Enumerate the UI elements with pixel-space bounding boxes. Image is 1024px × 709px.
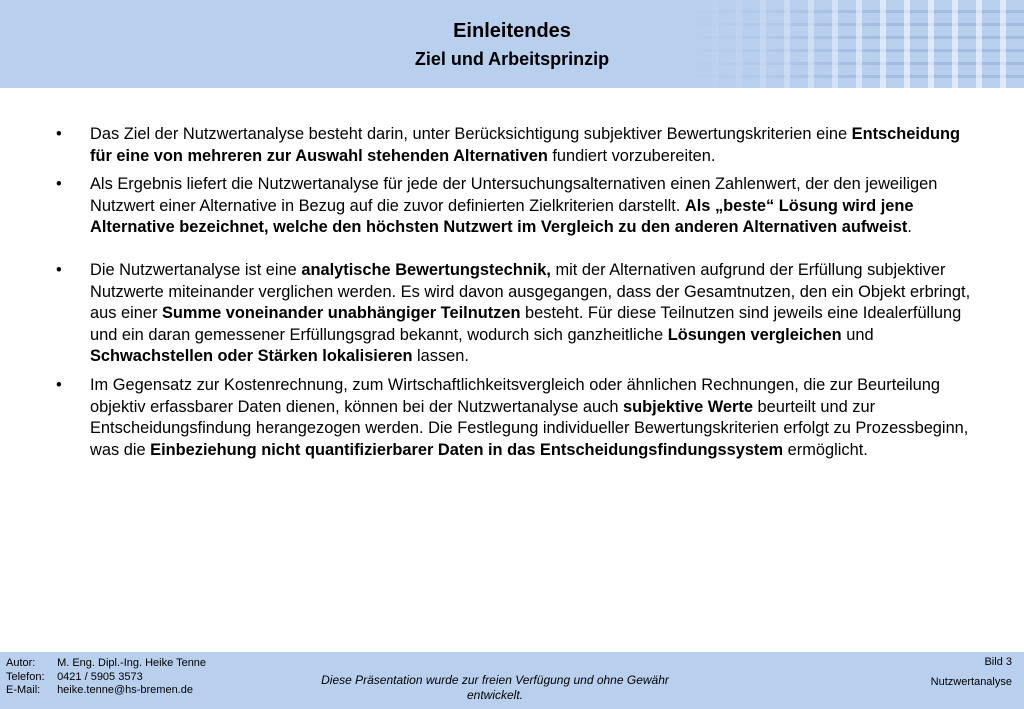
bullet-text-segment: fundiert vorzubereiten. (547, 146, 716, 165)
bullet-icon: • (56, 175, 62, 194)
bullet-text-segment: besteht. Für diese Teilnutzen sind jeweils eine Idealerfüllung und ein daran gemessener Erfüllungsgrad bekannt, wodurch sich ganzheitliche (90, 304, 962, 344)
bullet-item (54, 260, 974, 368)
author-info (6, 657, 206, 698)
bullet-text-segment: mit der Alternativen aufgrund der Erfüllung subjektiver Nutzwerte miteinander verglichen werden. Es wird davon ausgegangen, dass der Gesamtnutzen, den ein Objekt erbringt, aus einer (90, 260, 971, 323)
bullet-text (90, 124, 974, 167)
bullet-item (54, 174, 974, 239)
bullet-text (90, 375, 974, 461)
bullet-text-segment: Als Ergebnis liefert die Nutzwertanalyse für jede der Untersuchungsalternativen einen Zahlenwert, der den jeweiligen Nutzwert einer Alternative in Bezug auf die zuvor definierten Zielkriterien darstellt. (90, 175, 938, 215)
phone-value: 0421 / 5905 3573 (57, 670, 143, 683)
slide-number: Bild 3 (984, 656, 1012, 668)
bullet-text-segment: und (841, 325, 874, 344)
disclaimer (295, 673, 695, 703)
author-value: M. Eng. Dipl.-Ing. Heike Tenne (57, 657, 207, 669)
bullet-bold-segment: Entscheidung für eine von mehreren zur Auswahl stehenden Alternativen (90, 125, 961, 165)
bullet-item (54, 375, 974, 461)
slide-footer (0, 652, 1024, 709)
header-grid-decoration (694, 0, 1024, 88)
slide-body (54, 124, 974, 461)
bullet-bold-segment: analytische Bewertungstechnik, (301, 260, 551, 279)
bullet-bold-segment: Als „beste“ Lösung wird jene Alternative bezeichnet, welche den höchsten Nutzwert im Vergleich zu den anderen Alternativen aufweist (90, 196, 914, 237)
bullet-text-segment: Im Gegensatz zur Kostenrechnung, zum Wirtschaftlichkeitsvergleich oder ähnlichen Rechnungen, die zur Beurteilung objektiv erfassbarer Daten dienen, können bei der Nutzwertanalyse auch (90, 375, 941, 416)
bullet-bold-segment: subjektive Werte (623, 397, 753, 416)
bullet-text-segment: ermöglicht. (783, 440, 868, 459)
bullet-text-segment: Die Nutzwertanalyse ist eine (90, 260, 302, 279)
bullet-item (54, 124, 974, 167)
bullet-bold-segment: Summe voneinander unabhängiger Teilnutzen (161, 304, 521, 323)
bullet-bold-segment: Lösungen vergleichen (667, 325, 842, 344)
bullet-bold-segment: Einbeziehung nicht quantifizierbarer Daten in das Entscheidungsfindungssystem (150, 440, 784, 459)
phone-label: Telefon: (6, 670, 45, 683)
email-label: E-Mail: (6, 684, 41, 696)
bullet-text-segment: Das Ziel der Nutzwertanalyse besteht darin, unter Berücksichtigung subjektiver Bewertungskriterien eine (90, 125, 852, 143)
bullet-text-segment: . (907, 218, 912, 237)
bullet-bold-segment: Schwachstellen oder Stärken lokalisieren (90, 347, 413, 366)
slide-title: Einleitendes (453, 20, 571, 42)
bullet-icon: • (56, 125, 62, 143)
email-value: heike.tenne@hs-bremen.de (57, 684, 193, 696)
bullet-text (90, 174, 974, 239)
slide-subtitle: Ziel und Arbeitsprinzip (414, 49, 610, 69)
bullet-text-segment: lassen. (412, 347, 469, 366)
bullet-text (90, 260, 974, 368)
slide-topic: Nutzwertanalyse (930, 676, 1012, 688)
author-label: Autor: (6, 657, 36, 669)
disclaimer-line-2: entwickelt. (466, 688, 524, 702)
bullet-text-segment: beurteilt und zur Entscheidungsfindung herangezogen werden. Die Festlegung individueller Bewertungskriterien erfolgt zu Prozessbeginn, was die (90, 397, 969, 459)
slide-header (0, 0, 1024, 88)
slide-meta (931, 656, 1012, 688)
disclaimer-line-1: Diese Präsentation wurde zur freien Verfügung und ohne Gewähr (321, 673, 669, 687)
bullet-icon: • (56, 375, 62, 394)
bullet-icon: • (56, 260, 62, 279)
